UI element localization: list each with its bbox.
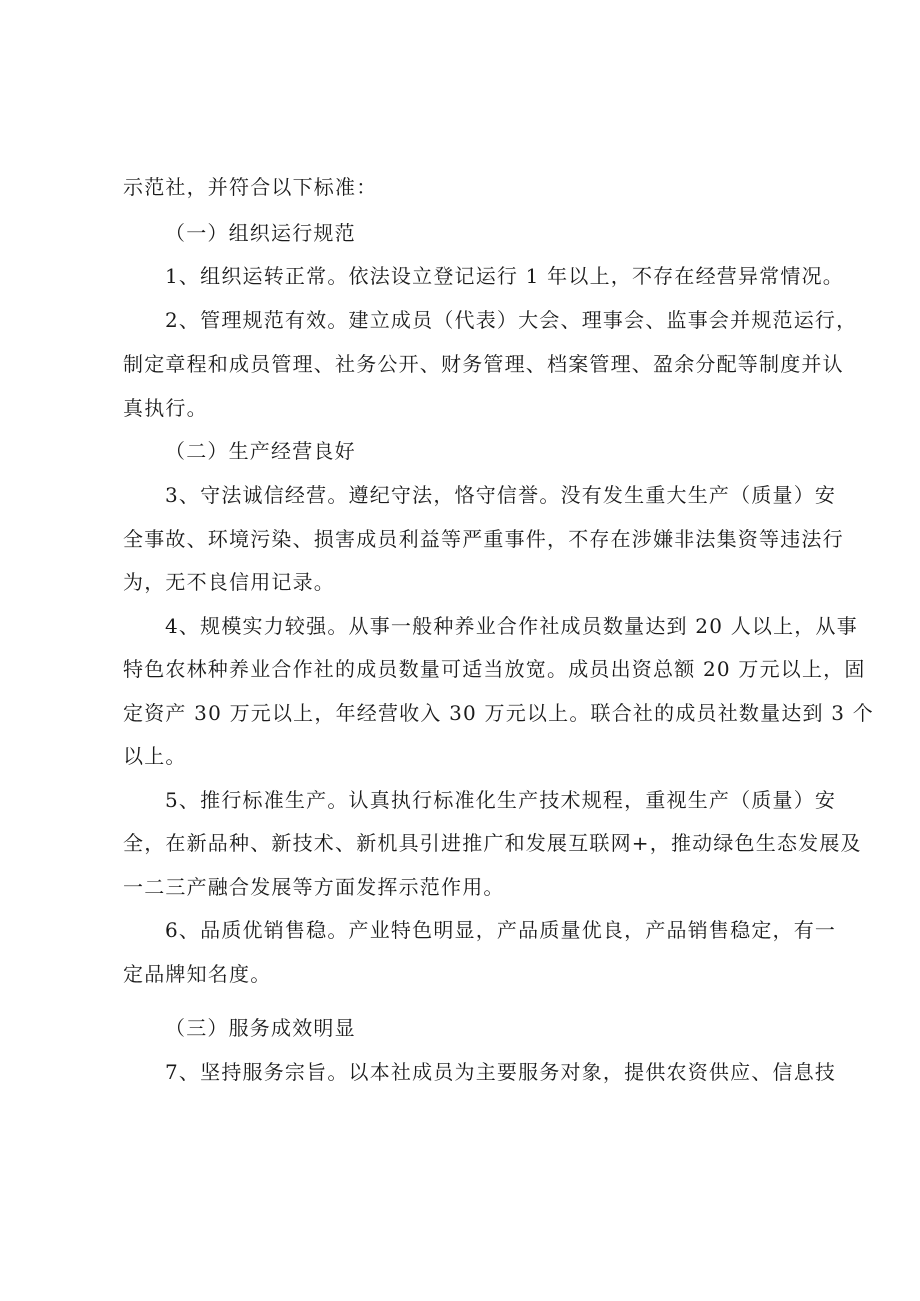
item-6-line-2: 定品牌知名度。 xyxy=(123,962,272,986)
item-4-line-2: 特色农林种养业合作社的成员数量可适当放宽。成员出资总额 20 万元以上，固 xyxy=(123,657,866,681)
item-4-line-4: 以上。 xyxy=(123,744,187,768)
item-7-line-1: 7、坚持服务宗旨。以本社成员为主要服务对象，提供农资供应、信息技 xyxy=(165,1060,837,1084)
item-4-line-3: 定资产 30 万元以上，年经营收入 30 万元以上。联合社的成员社数量达到 3 个 xyxy=(123,701,874,725)
item-5-line-1: 5、推行标准生产。认真执行标准化生产技术规程，重视生产（质量）安 xyxy=(165,788,837,812)
item-3-line-2: 全事故、环境污染、损害成员利益等严重事件，不存在涉嫌非法集资等违法行 xyxy=(123,527,844,551)
item-2-line-2: 制定章程和成员管理、社务公开、财务管理、档案管理、盈余分配等制度并认 xyxy=(123,352,844,376)
paragraph-line-continuation: 示范社，并符合以下标准： xyxy=(123,175,378,199)
item-5-line-2: 全，在新品种、新技术、新机具引进推广和发展互联网+，推动绿色生态发展及 xyxy=(123,831,862,855)
item-3-line-3: 为，无不良信用记录。 xyxy=(123,570,335,594)
item-1-line: 1、组织运转正常。依法设立登记运行 1 年以上，不存在经营异常情况。 xyxy=(165,264,844,288)
section-heading-1: （一）组织运行规范 xyxy=(165,221,356,245)
item-2-line-1: 2、管理规范有效。建立成员（代表）大会、理事会、监事会并规范运行， xyxy=(165,308,858,332)
item-2-line-3: 真执行。 xyxy=(123,396,208,420)
item-4-line-1: 4、规模实力较强。从事一般种养业合作社成员数量达到 20 人以上，从事 xyxy=(165,614,858,638)
section-heading-3: （三）服务成效明显 xyxy=(165,1016,356,1040)
item-6-line-1: 6、品质优销售稳。产业特色明显，产品质量优良，产品销售稳定，有一 xyxy=(165,918,837,942)
section-heading-2: （二）生产经营良好 xyxy=(165,439,356,463)
item-5-line-3: 一二三产融合发展等方面发挥示范作用。 xyxy=(123,875,505,899)
item-3-line-1: 3、守法诚信经营。遵纪守法，恪守信誉。没有发生重大生产（质量）安 xyxy=(165,483,837,507)
